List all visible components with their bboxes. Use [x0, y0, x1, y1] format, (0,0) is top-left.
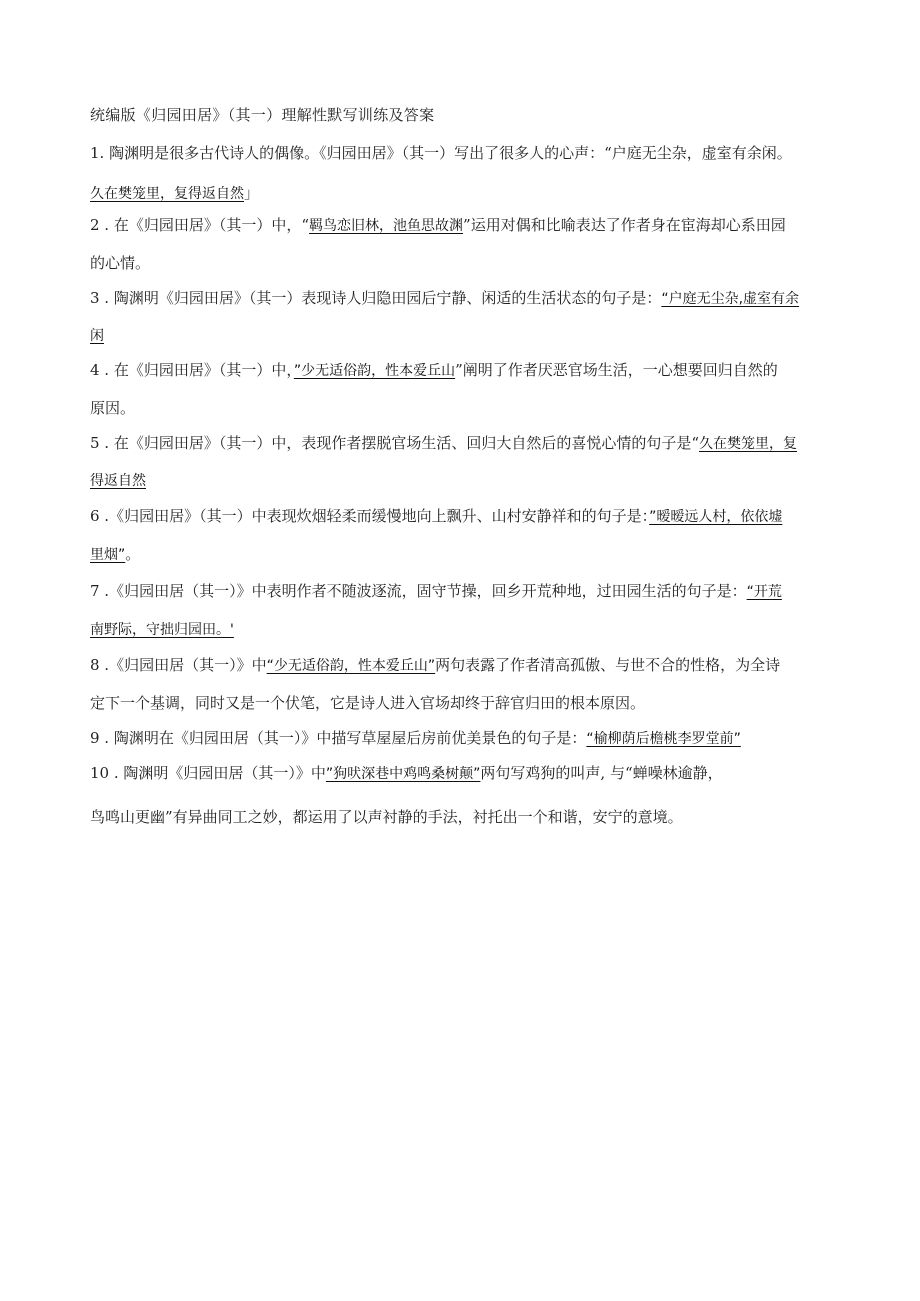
question-text: 定下一个基调，同时又是一个伏笔，它是诗人进入官场却终于辞官归田的根本原因。 — [90, 694, 646, 712]
question-text: 两句写鸡狗的叫声, 与“蝉噪林逾静， — [480, 764, 723, 782]
question-10-line-1 — [90, 762, 723, 783]
answer-text: 得返自然 — [90, 473, 146, 489]
answer-text: ”少无适俗韵，性本爱丘山 — [293, 363, 456, 379]
question-7-line-1 — [90, 580, 782, 601]
question-5-line-2 — [90, 470, 146, 490]
question-6-line-1 — [90, 505, 782, 526]
answer-text: 南野际，守拙归园田。' — [90, 622, 234, 638]
question-4-line-2 — [90, 397, 135, 418]
question-text: 7 .《归园田居（其一）》中表明作者不随波逐流，固守节操，回乡开荒种地，过田园生活的句子是： — [90, 582, 747, 600]
question-9-line-1 — [90, 727, 741, 748]
question-text: 1. 陶渊明是很多古代诗人的偶像。《归园田居》（其一）写出了很多人的心声：“户庭无尘杂，虚室有余闲。 — [90, 144, 792, 162]
question-4-line-1 — [90, 359, 778, 380]
question-text: 8 .《归园田居（其一）》中 — [90, 656, 267, 674]
question-text: 」 — [244, 184, 260, 202]
question-10-line-2 — [90, 806, 683, 827]
question-6-line-2 — [90, 543, 140, 564]
question-text: 4 . 在《归园田居》（其一）中， — [90, 361, 294, 379]
question-text: ”运用对偶和比喻表达了作者身在宦海却心系田园 — [463, 216, 786, 234]
answer-text: 久在樊笼里，复得返自然 — [90, 186, 244, 202]
question-8-line-2 — [90, 692, 645, 713]
answer-text: 闲 — [90, 328, 104, 344]
question-1-line-2 — [90, 182, 259, 203]
question-5-line-1 — [90, 432, 797, 453]
question-text: 鸟鸣山更幽”有异曲同工之妙，都运用了以声衬静的手法，衬托出一个和谐，安宁的意境。 — [90, 808, 683, 826]
question-text: 。 — [125, 545, 141, 563]
question-text: ”阐明了作者厌恶官场生活，一心想要回归自然的 — [455, 361, 778, 379]
question-2-line-2 — [90, 252, 150, 273]
question-text: 的心情。 — [90, 254, 151, 272]
question-7-line-2 — [90, 619, 234, 639]
question-text: 6 .《归园田居》（其一）中表现炊烟轻柔而缓慢地向上飘升、山村安静祥和的句子是： — [90, 507, 650, 525]
question-text: 两句表露了作者清高孤傲、与世不合的性格，为全诗 — [435, 656, 781, 674]
answer-text: 里烟” — [90, 547, 126, 563]
question-1-line-1 — [90, 142, 792, 163]
answer-text: “榆柳荫后檐桃李罗堂前” — [586, 731, 741, 747]
question-text: 10 . 陶渊明《归园田居（其一）》中 — [90, 764, 326, 782]
question-text: 原因。 — [90, 399, 136, 417]
question-text: 2 . 在《归园田居》（其一）中，“ — [90, 216, 310, 234]
answer-text: “少无适俗韵，性本爱丘山” — [266, 658, 436, 674]
question-3-line-1 — [90, 287, 799, 308]
question-text: 5 . 在《归园田居》（其一）中，表现作者摆脱官场生活、回归大自然后的喜悦心情的句子是“ — [90, 434, 700, 452]
question-text: 3 . 陶渊明《归园田居》（其一）表现诗人归隐田园后宁静、闲适的生活状态的句子是： — [90, 289, 662, 307]
answer-text: ”暧暧远人村，依依墟 — [649, 509, 783, 525]
answer-text: “户庭无尘杂,虚室有余 — [661, 291, 800, 307]
question-3-line-2 — [90, 325, 104, 345]
question-2-line-1 — [90, 214, 786, 235]
question-8-line-1 — [90, 654, 780, 675]
question-text: 9 . 陶渊明在《归园田居（其一）》中描写草屋屋后房前优美景色的句子是： — [90, 729, 587, 747]
document-title: 统编版《归园田居》（其一）理解性默写训练及答案 — [90, 106, 435, 124]
answer-text: 久在樊笼里，复 — [699, 436, 798, 452]
answer-text: “开荒 — [746, 584, 782, 600]
answer-text: ”狗吠深巷中鸡鸣桑树颠” — [325, 766, 481, 782]
answer-text: 羁鸟恋旧林，池鱼思故渊 — [309, 218, 464, 234]
